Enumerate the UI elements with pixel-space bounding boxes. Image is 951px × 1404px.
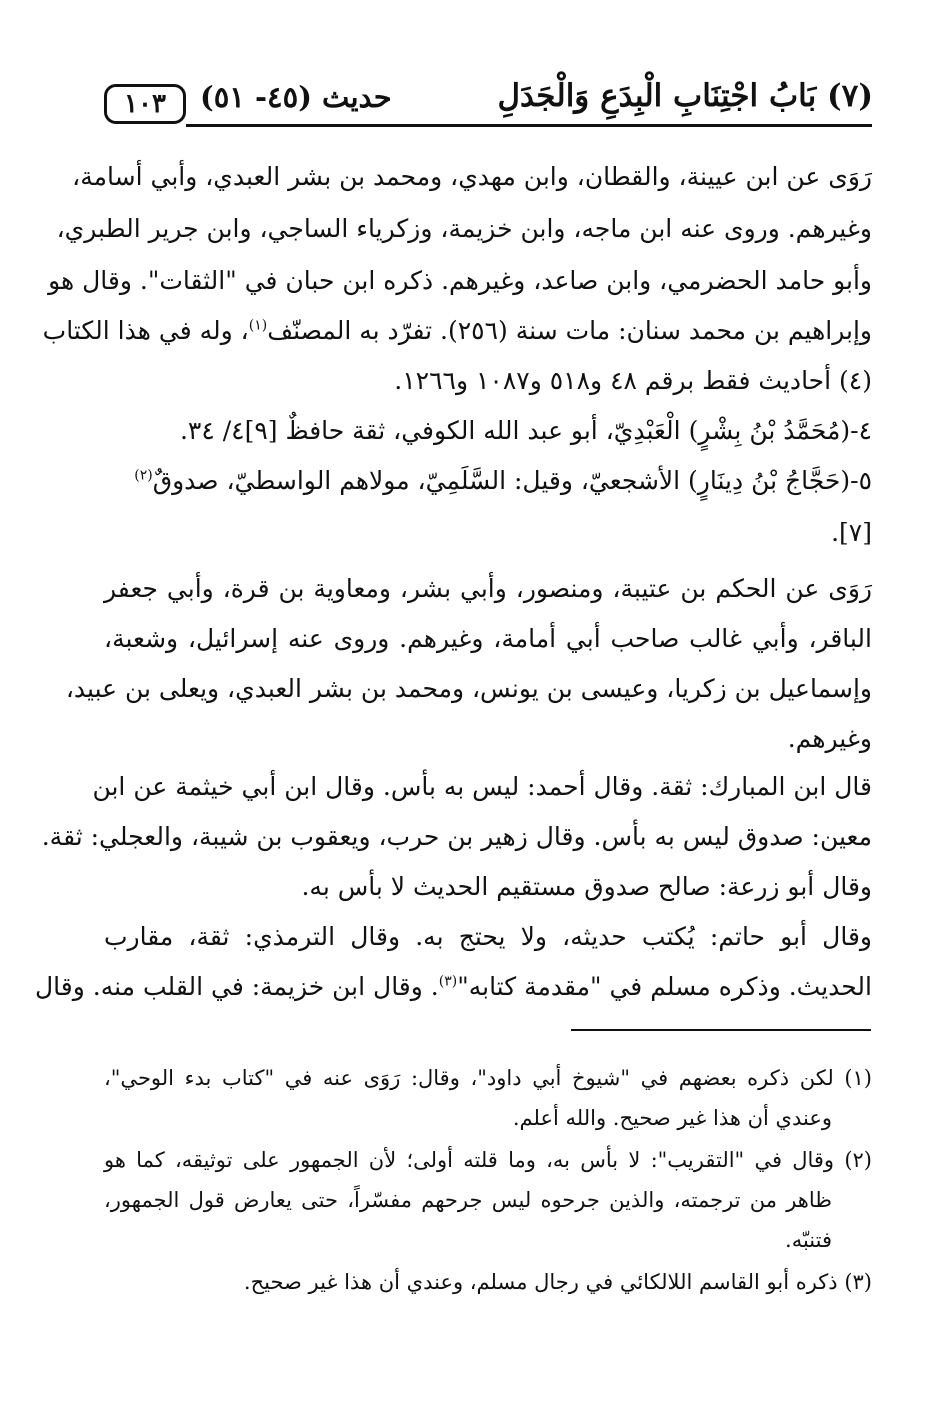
chapter-title: (٧) بَابُ اجْتِنَابِ الْبِدَعِ وَالْجَدَلِ xyxy=(497,78,873,114)
page-number: ١٠٣ xyxy=(124,89,166,119)
body-line: وقال أبو حاتم: يُكتب حديثه، ولا يحتج به. وقال الترمذي: ثقة، مقارب xyxy=(104,922,872,951)
footnote-line: ظاهر من ترجمته، والذين جرحوه ليس جرحهم مفسّراً، حتى يعارض قول الجمهور، xyxy=(104,1188,832,1212)
body-line-with-footnote xyxy=(35,972,872,1001)
footnote-mark: (٢) xyxy=(134,467,153,484)
body-line: وغيرهم. xyxy=(787,724,872,753)
body-line: (٤) أحاديث فقط برقم ٤٨ و٥١٨ و١٠٨٧ و١٢٦٦. xyxy=(394,366,872,395)
body-line: رَوَى عن الحكم بن عتيبة، ومنصور، وأبي بشر، ومعاوية بن قرة، وأبي جعفر xyxy=(104,574,872,603)
body-line: وقال أبو زرعة: صالح صدوق مستقيم الحديث لا بأس به. xyxy=(301,872,872,901)
footnote-line: فتنبّه. xyxy=(785,1228,832,1252)
body-line: الباقر، وأبي غالب صاحب أبي أمامة، وغيرهم. وروى عنه إسرائيل، وشعبة، xyxy=(104,624,872,653)
body-line: قال ابن المبارك: ثقة. وقال أحمد: ليس به بأس. وقال ابن أبي خيثمة عن ابن xyxy=(92,772,872,801)
body-line: وغيرهم. وروى عنه ابن ماجه، وابن خزيمة، وزكرياء الساجي، وابن جرير الطبري، xyxy=(56,214,872,243)
body-line: وأبو حامد الحضرمي، وابن صاعد، وغيرهم. ذكره ابن حبان في "الثقات". وقال هو xyxy=(48,266,872,295)
body-text: ، وله في هذا الكتاب xyxy=(42,316,249,345)
body-text: وإبراهيم بن محمد سنان: مات سنة (٢٥٦). تفرّد به المصنّف xyxy=(267,316,872,345)
body-line: [٧]. xyxy=(831,518,872,547)
footnote-separator xyxy=(571,1029,871,1031)
page-number-box xyxy=(104,84,186,124)
body-line-with-footnote xyxy=(42,316,872,345)
body-line: معين: صدوق ليس به بأس. وقال زهير بن حرب، ويعقوب بن شيبة، والعجلي: ثقة. xyxy=(41,822,872,851)
narrator-entry-4: ٤-(مُحَمَّدُ بْنُ بِشْرٍ) الْعَبْدِيّ، أبو عبد الله الكوفي، ثقة حافظٌ [٩]٤/ ٣٤. xyxy=(179,416,872,445)
hadith-range: حديث (٤٥- ٥١) xyxy=(200,80,392,114)
footnote-mark: (١) xyxy=(248,317,268,334)
narrator-entry-5 xyxy=(134,466,872,495)
footnote-line: وعندي أن هذا غير صحيح. والله أعلم. xyxy=(512,1106,832,1130)
body-text: . وقال ابن خزيمة: في القلب منه. وقال xyxy=(35,972,439,1001)
body-line: وإسماعيل بن زكريا، وعيسى بن يونس، ومحمد بن بشر العبدي، ويعلى بن عبيد، xyxy=(65,674,872,703)
header-rule xyxy=(186,124,872,127)
footnote-line: (١) لكن ذكره بعضهم في "شيوخ أبي داود"، وقال: رَوَى عنه في "كتاب بدء الوحي"، xyxy=(104,1066,872,1090)
footnote-line: (٢) وقال في "التقريب": لا بأس به، وما قلته أولى؛ لأن الجمهور على توثيقه، كما هو xyxy=(104,1148,872,1172)
body-text: ٥-(حَجَّاجُ بْنُ دِينَارٍ) الأشجعيّ، وقيل: السَّلَمِيّ، مولاهم الواسطيّ، صدوقٌ xyxy=(152,466,872,495)
body-line: رَوَى عن ابن عيينة، والقطان، وابن مهدي، ومحمد بن بشر العبدي، وأبي أسامة، xyxy=(72,162,872,191)
footnote-mark: (٣) xyxy=(438,973,458,990)
body-text: الحديث. وذكره مسلم في "مقدمة كتابه" xyxy=(457,972,872,1001)
footnote-line: (٣) ذكره أبو القاسم اللالكائي في رجال مسلم، وعندي أن هذا غير صحيح. xyxy=(243,1270,872,1294)
